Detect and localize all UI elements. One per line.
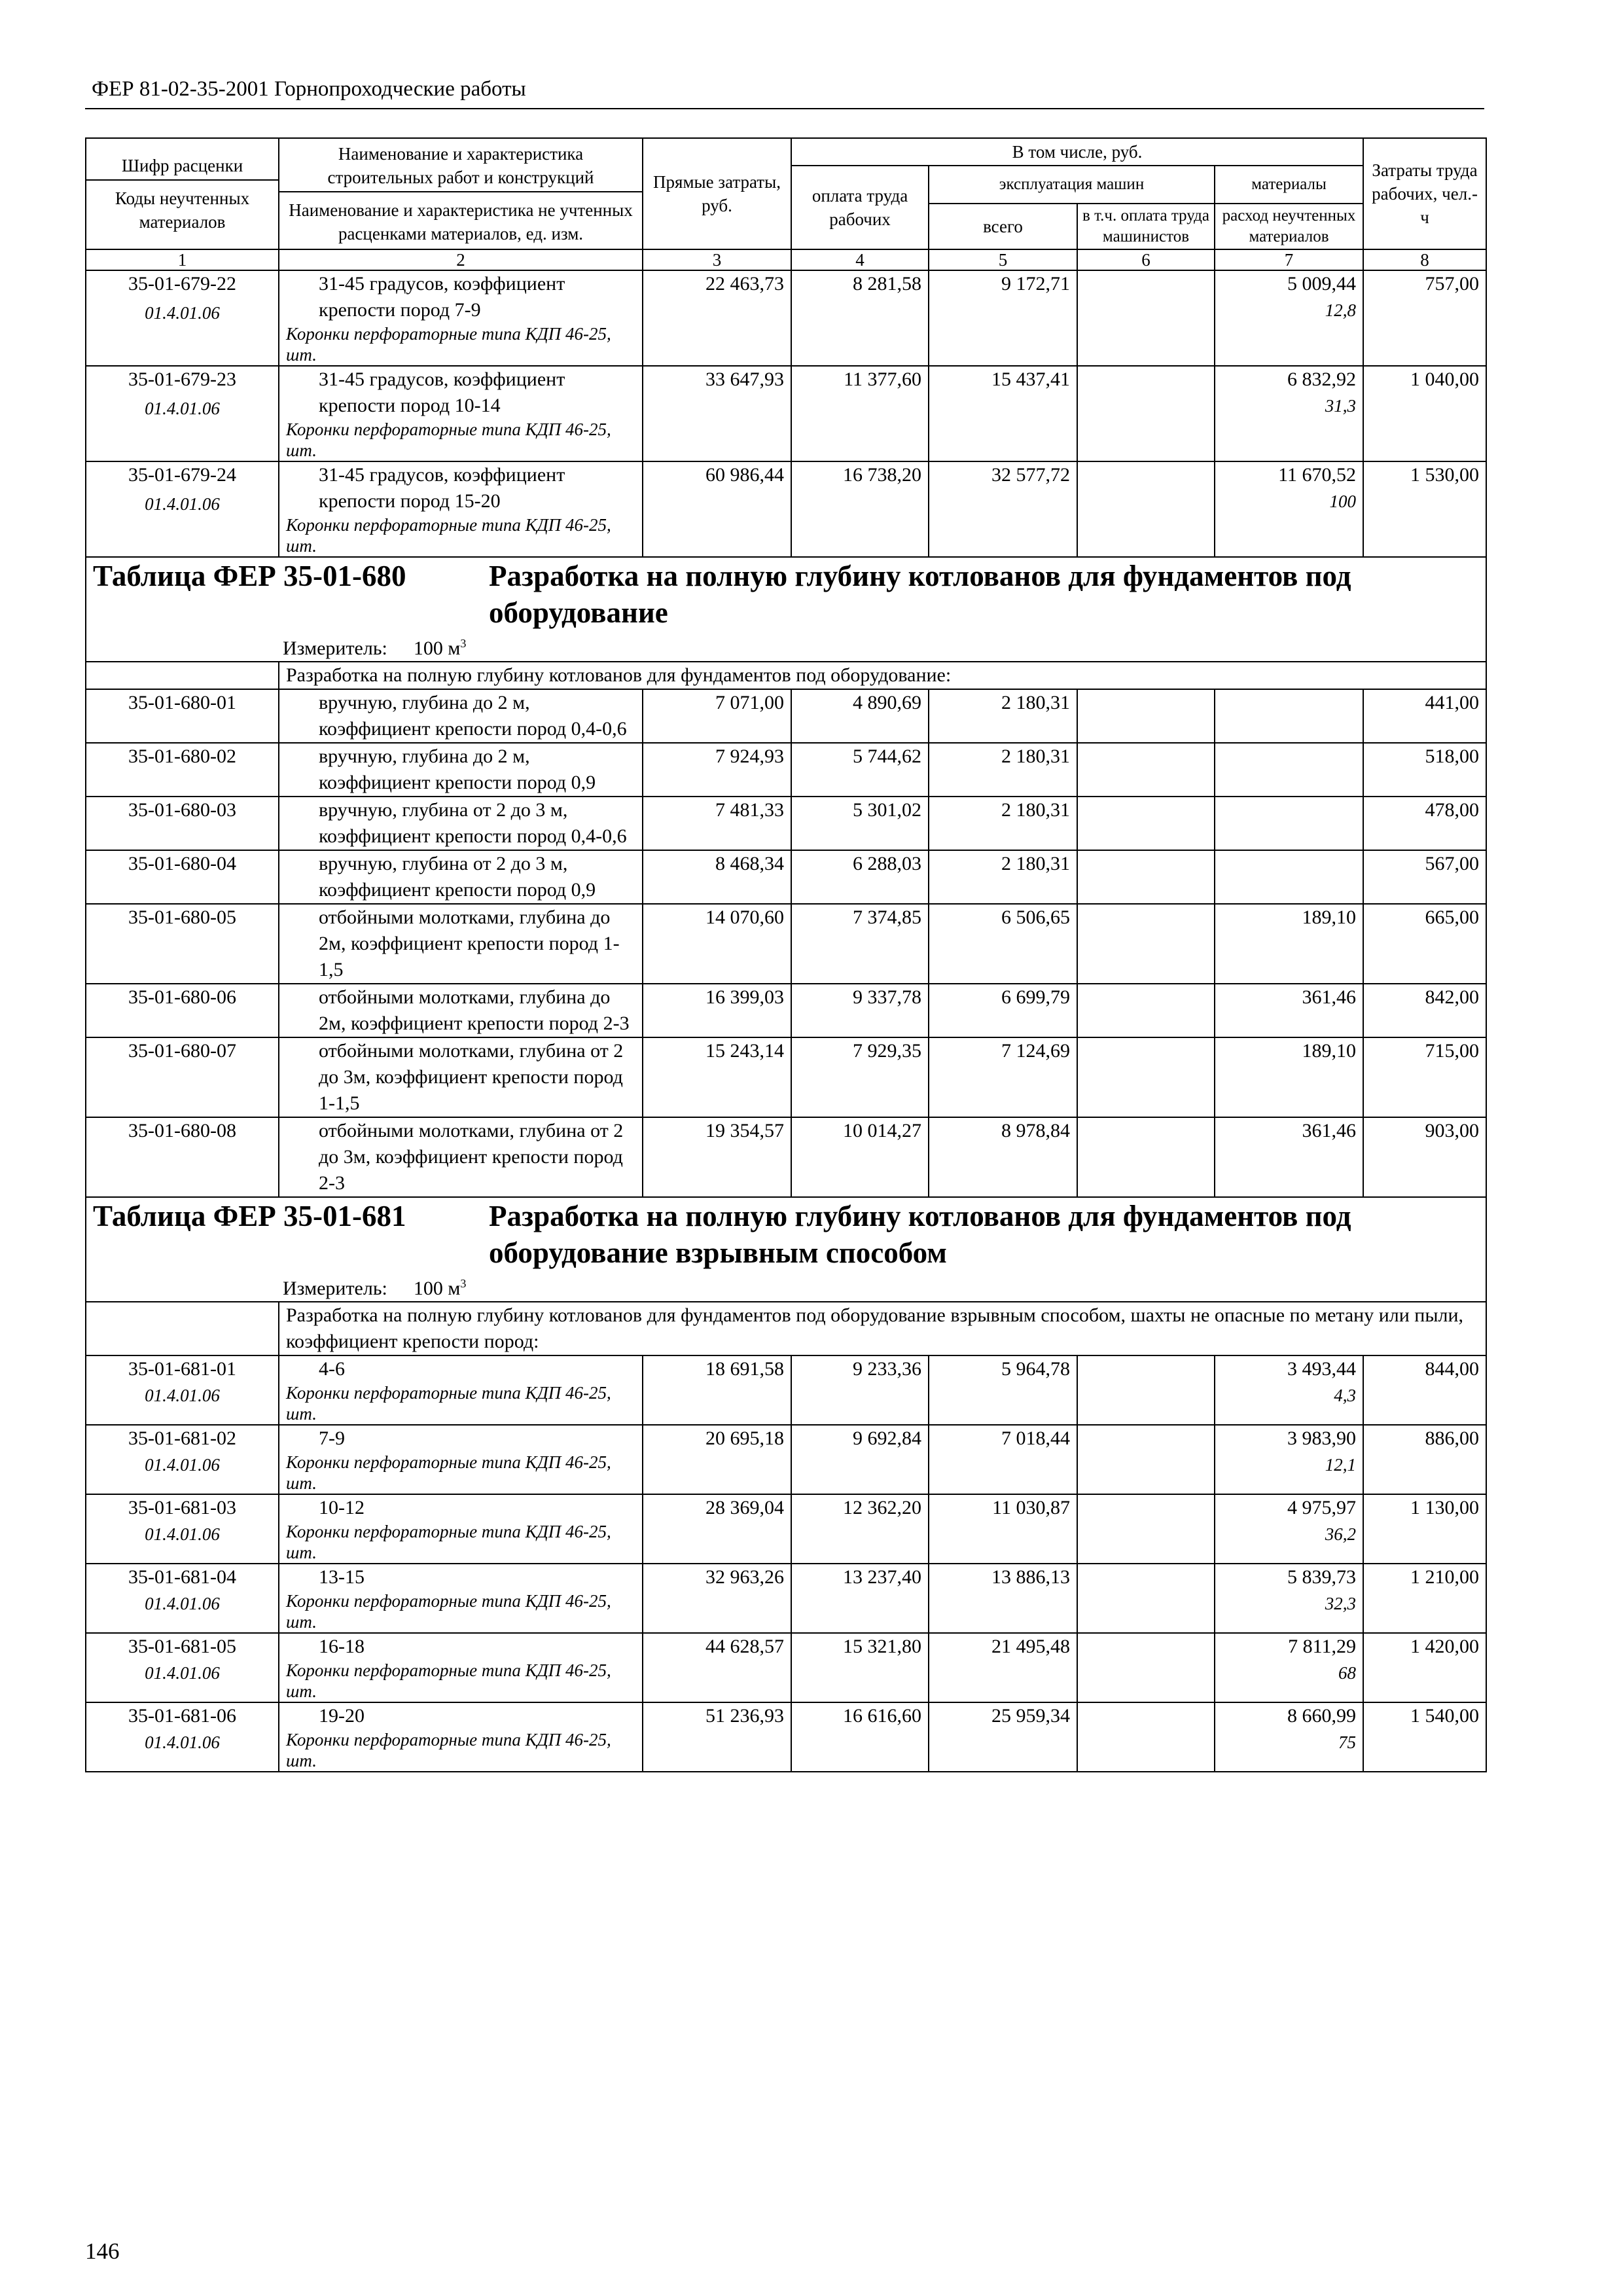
col-number: 6 (1077, 249, 1215, 270)
materials-cost (1215, 797, 1363, 850)
col-labor-header: Затраты труда рабочих, чел.-ч (1363, 138, 1486, 249)
material-quantity: 12,1 (1325, 1455, 1357, 1475)
materials-cost (1215, 689, 1363, 743)
rate-name-cell (279, 270, 643, 366)
material-code: 01.4.01.06 (145, 494, 220, 514)
direct-cost: 14 070,60 (643, 904, 791, 984)
material-name: Коронки перфораторные типа КДП 46-25, шт. (286, 1660, 611, 1701)
rate-name: отбойными молотками, глубина до 2м, коэффициент крепости пород 2-3 (319, 986, 630, 1034)
machines-total: 15 437,41 (929, 366, 1077, 461)
direct-cost: 32 963,26 (643, 1564, 791, 1633)
wages: 13 237,40 (791, 1564, 929, 1633)
materials-cell (1215, 1633, 1363, 1702)
material-name: Коронки перфораторные типа КДП 46-25, шт. (286, 1383, 611, 1424)
machinists-wages (1077, 1037, 1215, 1117)
measure-label: Измеритель: (283, 1278, 387, 1299)
machinists-wages (1077, 1425, 1215, 1494)
rate-code-cell (86, 1564, 279, 1633)
direct-cost: 20 695,18 (643, 1425, 791, 1494)
rate-name-cell (279, 797, 643, 850)
wages: 9 337,78 (791, 984, 929, 1037)
wages: 12 362,20 (791, 1494, 929, 1564)
materials-cost: 11 670,52 (1278, 464, 1357, 486)
wages: 4 890,69 (791, 689, 929, 743)
materials-cost: 3 983,90 (1287, 1427, 1357, 1449)
labor-cost: 567,00 (1363, 850, 1486, 904)
machines-total: 21 495,48 (929, 1633, 1077, 1702)
rate-name-cell (279, 1494, 643, 1564)
material-quantity: 32,3 (1325, 1594, 1357, 1613)
machinists-wages (1077, 904, 1215, 984)
materials-cell (1215, 270, 1363, 366)
labor-cost: 518,00 (1363, 743, 1486, 797)
rate-name-cell (279, 1425, 643, 1494)
group-row (86, 662, 1486, 689)
materials-cost: 5 839,73 (1287, 1566, 1357, 1588)
rate-name: вручную, глубина до 2 м, коэффициент крепости пород 0,9 (319, 745, 596, 793)
material-code: 01.4.01.06 (145, 1386, 220, 1405)
materials-cost: 4 975,97 (1287, 1497, 1357, 1518)
material-name: Коронки перфораторные типа КДП 46-25, шт. (286, 324, 611, 365)
rate-name-cell (279, 743, 643, 797)
machinists-wages (1077, 797, 1215, 850)
machinists-wages (1077, 689, 1215, 743)
rate-name: отбойными молотками, глубина от 2 до 3м, коэффициент крепости пород 2-3 (319, 1120, 624, 1194)
machinists-wages (1077, 984, 1215, 1037)
wages: 16 616,60 (791, 1702, 929, 1772)
material-name: Коронки перфораторные типа КДП 46-25, шт. (286, 1452, 611, 1493)
material-code: 01.4.01.06 (145, 1455, 220, 1475)
machines-total: 8 978,84 (929, 1117, 1077, 1197)
machines-total: 7 124,69 (929, 1037, 1077, 1117)
material-quantity: 75 (1338, 1732, 1357, 1752)
wages: 11 377,60 (791, 366, 929, 461)
labor-cost: 844,00 (1363, 1355, 1486, 1425)
material-code: 01.4.01.06 (145, 1594, 220, 1613)
labor-cost: 1 130,00 (1363, 1494, 1486, 1564)
machines-total: 11 030,87 (929, 1494, 1077, 1564)
col-machines-total-header: всего (929, 204, 1077, 249)
material-name: Коронки перфораторные типа КДП 46-25, шт. (286, 420, 611, 460)
table-row (86, 461, 1486, 557)
table-680-rows (86, 689, 1486, 1197)
table-row (86, 1037, 1486, 1117)
direct-cost: 18 691,58 (643, 1355, 791, 1425)
machinists-wages (1077, 1564, 1215, 1633)
material-name: Коронки перфораторные типа КДП 46-25, шт. (286, 1730, 611, 1770)
group-text: Разработка на полную глубину котлованов для фундаментов под оборудование: (286, 664, 952, 686)
rate-name: 31-45 градусов, коэффициент крепости пород 15-20 (319, 464, 565, 512)
direct-cost: 44 628,57 (643, 1633, 791, 1702)
rate-code-cell (86, 1702, 279, 1772)
col-code-title: Шифр расценки (121, 156, 243, 175)
machinists-wages (1077, 1633, 1215, 1702)
rate-name-cell (279, 850, 643, 904)
machinists-wages (1077, 743, 1215, 797)
table-row (86, 366, 1486, 461)
measure-line (93, 631, 1479, 661)
rate-code: 35-01-680-08 (86, 1117, 279, 1197)
table-row (86, 1633, 1486, 1702)
machines-total: 9 172,71 (929, 270, 1077, 366)
rate-code: 35-01-680-07 (86, 1037, 279, 1117)
table-row (86, 1564, 1486, 1633)
rate-name: 16-18 (319, 1636, 365, 1657)
machinists-wages (1077, 850, 1215, 904)
col-number: 4 (791, 249, 929, 270)
materials-cell (1215, 1494, 1363, 1564)
rate-name-cell (279, 689, 643, 743)
machines-total: 6 506,65 (929, 904, 1077, 984)
direct-cost: 22 463,73 (643, 270, 791, 366)
labor-cost: 903,00 (1363, 1117, 1486, 1197)
wages: 6 288,03 (791, 850, 929, 904)
table-row (86, 797, 1486, 850)
col-code-header (86, 138, 279, 249)
materials-cell (1215, 1564, 1363, 1633)
machines-total: 2 180,31 (929, 689, 1077, 743)
material-name: Коронки перфораторные типа КДП 46-25, шт. (286, 515, 611, 556)
table-row (86, 689, 1486, 743)
materials-cost: 361,46 (1215, 1117, 1363, 1197)
rate-code: 35-01-680-06 (86, 984, 279, 1037)
labor-cost: 1 530,00 (1363, 461, 1486, 557)
machines-total: 6 699,79 (929, 984, 1077, 1037)
material-quantity: 31,3 (1325, 396, 1357, 416)
col-number: 5 (929, 249, 1077, 270)
rate-code: 35-01-679-24 (128, 464, 236, 486)
machines-total: 25 959,34 (929, 1702, 1077, 1772)
machines-total: 2 180,31 (929, 797, 1077, 850)
rate-name: 4-6 (319, 1358, 345, 1380)
material-quantity: 12,8 (1325, 300, 1357, 320)
col-number: 3 (643, 249, 791, 270)
rate-code: 35-01-680-03 (86, 797, 279, 850)
measure-label: Измеритель: (283, 637, 387, 659)
col-number: 7 (1215, 249, 1363, 270)
wages: 5 744,62 (791, 743, 929, 797)
wages: 15 321,80 (791, 1633, 929, 1702)
wages: 7 929,35 (791, 1037, 929, 1117)
table-681-title-cell (86, 1197, 1486, 1302)
col-number: 8 (1363, 249, 1486, 270)
direct-cost: 19 354,57 (643, 1117, 791, 1197)
measure-unit-power: 3 (460, 637, 467, 650)
labor-cost: 1 040,00 (1363, 366, 1486, 461)
direct-cost: 60 986,44 (643, 461, 791, 557)
rate-code-cell (86, 270, 279, 366)
materials-cost (1215, 743, 1363, 797)
labor-cost: 886,00 (1363, 1425, 1486, 1494)
header-rule (85, 108, 1484, 109)
group-text-cell (279, 662, 1486, 689)
page-number: 146 (85, 2238, 120, 2264)
table-680-title-cell (86, 557, 1486, 662)
rates-table (85, 137, 1487, 1772)
rate-name: 31-45 градусов, коэффициент крепости пород 7-9 (319, 273, 565, 321)
materials-cost: 8 660,99 (1287, 1705, 1357, 1727)
table-681-rows (86, 1355, 1486, 1772)
table-title: Разработка на полную глубину котлованов для фундаментов под оборудование взрывным способом (489, 1200, 1351, 1269)
rate-name-cell (279, 1633, 643, 1702)
table-row (86, 850, 1486, 904)
header-divider (279, 191, 642, 196)
labor-cost: 665,00 (1363, 904, 1486, 984)
table-row (86, 1494, 1486, 1564)
rate-name-cell (279, 1117, 643, 1197)
rate-name: вручную, глубина до 2 м, коэффициент крепости пород 0,4-0,6 (319, 692, 627, 740)
labor-cost: 1 540,00 (1363, 1702, 1486, 1772)
rate-code: 35-01-680-02 (86, 743, 279, 797)
labor-cost: 1 420,00 (1363, 1633, 1486, 1702)
material-code: 01.4.01.06 (145, 1732, 220, 1752)
rate-name: 19-20 (319, 1705, 365, 1727)
materials-cost: 7 811,29 (1288, 1636, 1357, 1657)
rate-code: 35-01-681-05 (128, 1636, 236, 1657)
direct-cost: 7 071,00 (643, 689, 791, 743)
direct-cost: 7 924,93 (643, 743, 791, 797)
rate-code: 35-01-681-06 (128, 1705, 236, 1727)
col-direct-header: Прямые затраты, руб. (643, 138, 791, 249)
direct-cost: 28 369,04 (643, 1494, 791, 1564)
col-materials-code-title: Коды неучтенных материалов (115, 188, 250, 232)
wages: 8 281,58 (791, 270, 929, 366)
rate-code-cell (86, 1355, 279, 1425)
rate-name: 31-45 градусов, коэффициент крепости пород 10-14 (319, 368, 565, 416)
labor-cost: 842,00 (1363, 984, 1486, 1037)
machines-total: 7 018,44 (929, 1425, 1077, 1494)
material-quantity: 100 (1329, 492, 1357, 511)
materials-header: материалы (1215, 166, 1363, 204)
wages: 7 374,85 (791, 904, 929, 984)
machinists-wages (1077, 366, 1215, 461)
rate-name-cell (279, 1355, 643, 1425)
labor-cost: 715,00 (1363, 1037, 1486, 1117)
measure-unit-power: 3 (460, 1277, 467, 1290)
rate-name: вручную, глубина от 2 до 3 м, коэффициент крепости пород 0,9 (319, 853, 596, 901)
direct-cost: 33 647,93 (643, 366, 791, 461)
col-material-name-title: Наименование и характеристика не учтенных расценками материалов, ед. изм. (289, 200, 633, 243)
table-label: Таблица ФЕР 35-01-680 (93, 560, 406, 592)
rate-code: 35-01-681-03 (128, 1497, 236, 1518)
table-row (86, 1117, 1486, 1197)
rate-name-cell (279, 366, 643, 461)
rate-name-cell (279, 1564, 643, 1633)
table-row (86, 1702, 1486, 1772)
direct-cost: 7 481,33 (643, 797, 791, 850)
material-name: Коронки перфораторные типа КДП 46-25, шт. (286, 1591, 611, 1632)
col-name-header (279, 138, 643, 249)
col-wages-header: оплата труда рабочих (791, 166, 929, 249)
wages: 5 301,02 (791, 797, 929, 850)
material-name: Коронки перфораторные типа КДП 46-25, шт. (286, 1522, 611, 1562)
direct-cost: 15 243,14 (643, 1037, 791, 1117)
labor-cost: 757,00 (1363, 270, 1486, 366)
rate-code: 35-01-679-23 (128, 368, 236, 390)
material-quantity: 68 (1338, 1663, 1357, 1683)
table-row (86, 1425, 1486, 1494)
table-row (86, 904, 1486, 984)
rate-name: отбойными молотками, глубина от 2 до 3м, коэффициент крепости пород 1-1,5 (319, 1040, 624, 1114)
rate-name-cell (279, 1702, 643, 1772)
measure-value: 100 м (413, 1278, 461, 1299)
rate-code: 35-01-680-04 (86, 850, 279, 904)
rate-code-cell (86, 1494, 279, 1564)
material-code: 01.4.01.06 (145, 303, 220, 323)
table-680-title-row (86, 557, 1486, 662)
rate-name-cell (279, 984, 643, 1037)
rate-name-cell (279, 1037, 643, 1117)
machinists-wages (1077, 1494, 1215, 1564)
wages: 10 014,27 (791, 1117, 929, 1197)
table-row (86, 743, 1486, 797)
group-header: В том числе, руб. (791, 138, 1363, 166)
rate-name: 7-9 (319, 1427, 345, 1449)
table-row (86, 1355, 1486, 1425)
direct-cost: 16 399,03 (643, 984, 791, 1037)
col-name-title: Наименование и характеристика строительных работ и конструкций (327, 144, 594, 187)
rate-name-cell (279, 904, 643, 984)
machinists-wages (1077, 1117, 1215, 1197)
group-text: Разработка на полную глубину котлованов для фундаментов под оборудование взрывным способом, шахты не опасные по метану или пыли, коэффициент крепости пород: (286, 1304, 1464, 1352)
col-machinists-wages-header: в т.ч. оплата труда машинистов (1077, 204, 1215, 249)
direct-cost: 51 236,93 (643, 1702, 791, 1772)
machines-total: 32 577,72 (929, 461, 1077, 557)
running-header: ФЕР 81-02-35-2001 Горнопроходческие работы (92, 77, 526, 101)
rate-name-cell (279, 461, 643, 557)
material-quantity: 36,2 (1325, 1524, 1357, 1544)
measure-value-wrap (414, 1278, 466, 1299)
measure-value-wrap (414, 637, 466, 659)
material-code: 01.4.01.06 (145, 1663, 220, 1683)
machinists-wages (1077, 270, 1215, 366)
rate-code-cell (86, 366, 279, 461)
rate-code: 35-01-680-05 (86, 904, 279, 984)
material-quantity: 4,3 (1334, 1386, 1357, 1405)
materials-cell (1215, 461, 1363, 557)
group-empty-cell (86, 662, 279, 689)
direct-cost: 8 468,34 (643, 850, 791, 904)
wages: 9 692,84 (791, 1425, 929, 1494)
materials-cost: 189,10 (1215, 904, 1363, 984)
machines-header: эксплуатация машин (929, 166, 1215, 204)
table-label: Таблица ФЕР 35-01-681 (93, 1200, 406, 1232)
measure-value: 100 м (413, 637, 461, 659)
materials-cost: 5 009,44 (1287, 273, 1357, 295)
measure-line (93, 1271, 1479, 1301)
materials-cell (1215, 1702, 1363, 1772)
rate-name: отбойными молотками, глубина до 2м, коэффициент крепости пород 1-1,5 (319, 906, 620, 980)
materials-cost: 3 493,44 (1287, 1358, 1357, 1380)
group-empty-cell (86, 1302, 279, 1355)
machines-total: 2 180,31 (929, 850, 1077, 904)
materials-cost: 189,10 (1215, 1037, 1363, 1117)
materials-cost (1215, 850, 1363, 904)
machinists-wages (1077, 1355, 1215, 1425)
rate-code: 35-01-679-22 (128, 273, 236, 295)
group-row (86, 1302, 1486, 1355)
machinists-wages (1077, 461, 1215, 557)
rate-code-cell (86, 1425, 279, 1494)
machines-total: 13 886,13 (929, 1564, 1077, 1633)
rate-name: 10-12 (319, 1497, 365, 1518)
machinists-wages (1077, 1702, 1215, 1772)
wages: 16 738,20 (791, 461, 929, 557)
materials-cell (1215, 1425, 1363, 1494)
table-row (86, 984, 1486, 1037)
rate-name: вручную, глубина от 2 до 3 м, коэффициент крепости пород 0,4-0,6 (319, 799, 627, 847)
machines-total: 2 180,31 (929, 743, 1077, 797)
rate-name: 13-15 (319, 1566, 365, 1588)
material-code: 01.4.01.06 (145, 1524, 220, 1544)
wages: 9 233,36 (791, 1355, 929, 1425)
col-unaccounted-materials-header: расход неучтенных материалов (1215, 204, 1363, 249)
material-code: 01.4.01.06 (145, 399, 220, 418)
labor-cost: 441,00 (1363, 689, 1486, 743)
table-681-title-row (86, 1197, 1486, 1302)
labor-cost: 1 210,00 (1363, 1564, 1486, 1633)
rate-code-cell (86, 461, 279, 557)
materials-cell (1215, 1355, 1363, 1425)
materials-cost: 6 832,92 (1287, 368, 1357, 390)
materials-cell (1215, 366, 1363, 461)
rate-code: 35-01-680-01 (86, 689, 279, 743)
machines-total: 5 964,78 (929, 1355, 1077, 1425)
table-row (86, 270, 1486, 366)
col-number: 2 (279, 249, 643, 270)
header-divider (86, 179, 278, 185)
rate-code-cell (86, 1633, 279, 1702)
col-number: 1 (86, 249, 279, 270)
table-title: Разработка на полную глубину котлованов для фундаментов под оборудование (489, 560, 1351, 629)
rate-code: 35-01-681-01 (128, 1358, 236, 1380)
rate-code: 35-01-681-02 (128, 1427, 236, 1449)
labor-cost: 478,00 (1363, 797, 1486, 850)
materials-cost: 361,46 (1215, 984, 1363, 1037)
rate-code: 35-01-681-04 (128, 1566, 236, 1588)
group-text-cell (279, 1302, 1486, 1355)
